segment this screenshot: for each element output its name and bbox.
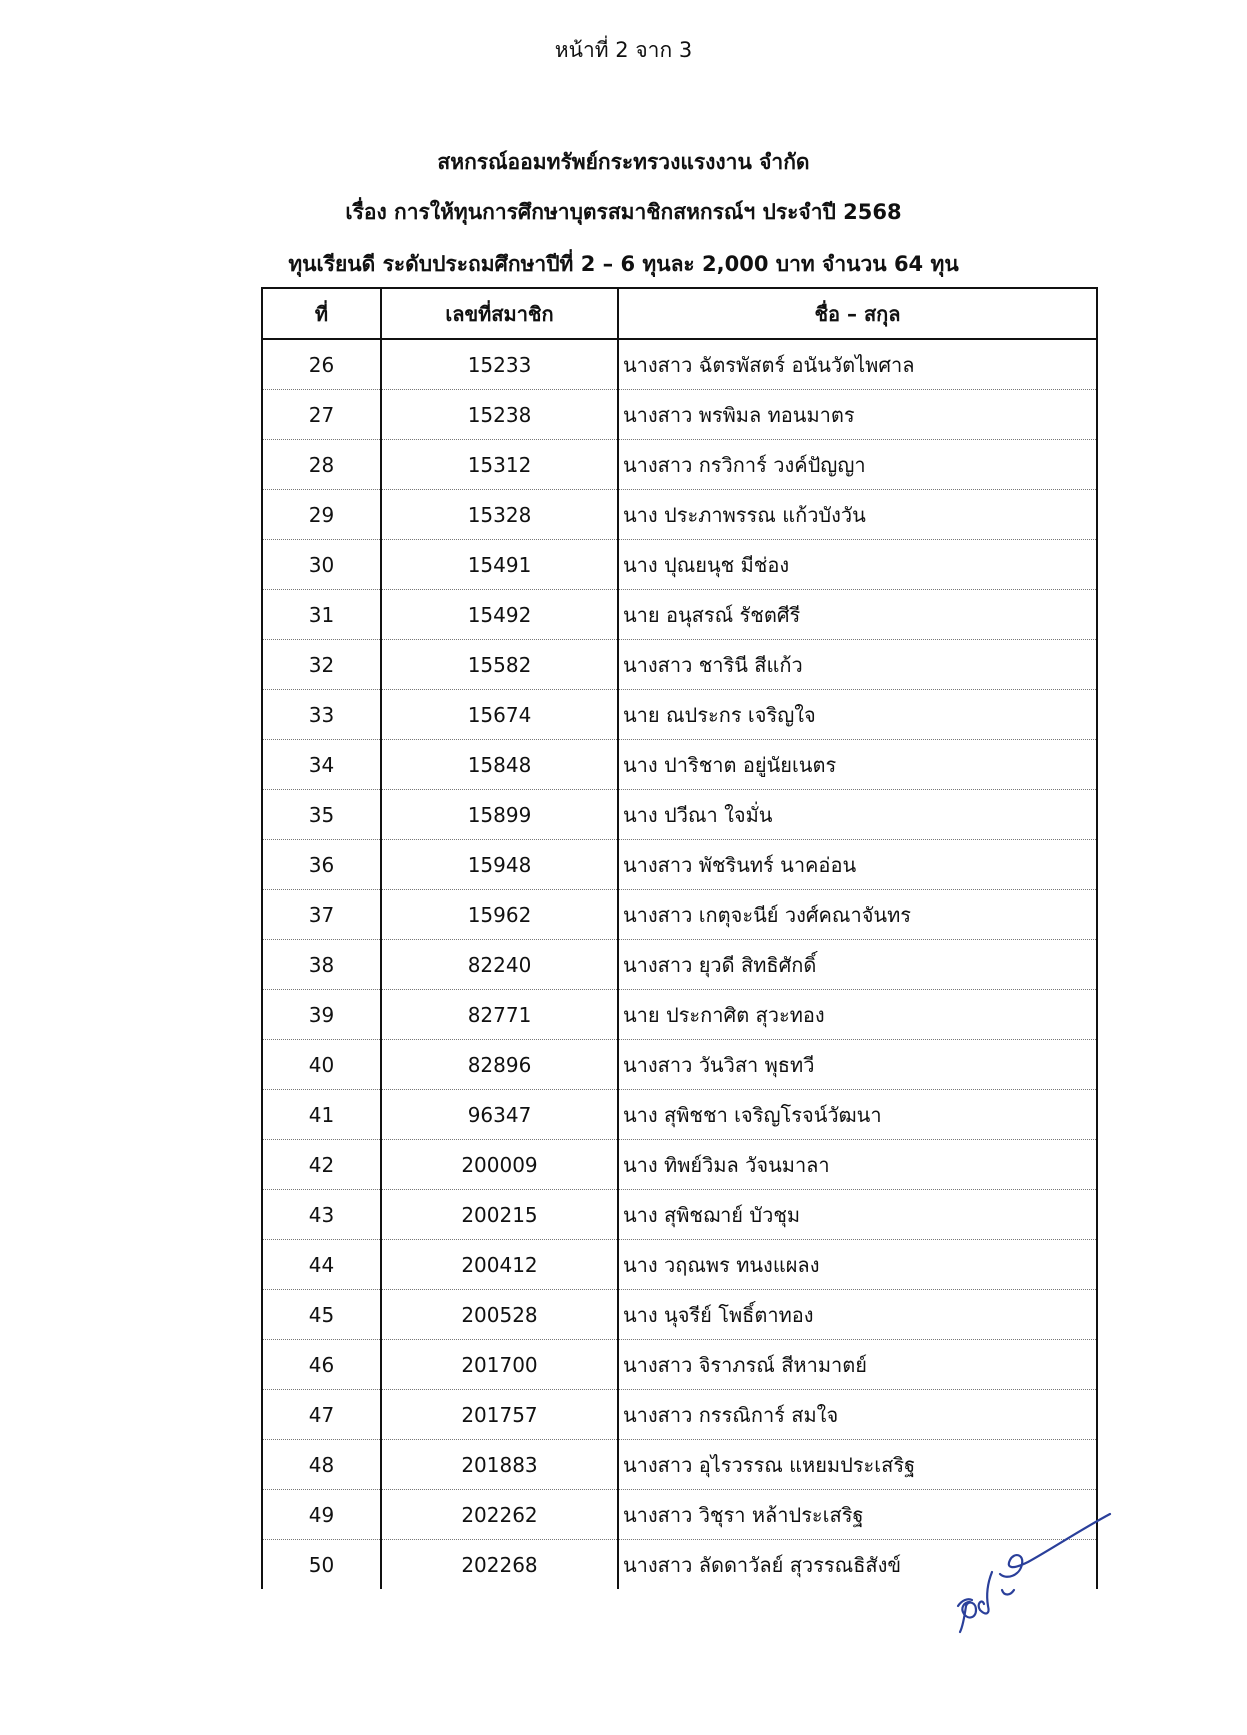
table-row [262,890,1097,940]
member-id: 15899 [381,790,618,840]
member-name: นางสาว ฉัตรพัสตร์ อนันวัตไพศาล [618,339,1097,390]
member-id: 200528 [381,1290,618,1340]
member-name: นาง ปวีณา ใจมั่น [618,790,1097,840]
member-name: นาง ทิพย์วิมล วัจนมาลา [618,1140,1097,1190]
row-number: 34 [262,740,381,790]
scholarship-line: ทุนเรียนดี ระดับประถมศึกษาปีที่ 2 – 6 ทุนละ 2,000 บาท จำนวน 64 ทุน [288,252,959,276]
scholarship-recipient-table [261,287,1098,1589]
table-row [262,940,1097,990]
member-name: นาง ประภาพรรณ แก้วบังวัน [618,490,1097,540]
member-id: 82896 [381,1040,618,1090]
member-name: นางสาว วันวิสา พุธทวี [618,1040,1097,1090]
table-row [262,690,1097,740]
row-number: 50 [262,1540,381,1590]
member-name: นาย ณประกร เจริญใจ [618,690,1097,740]
table-row [262,1090,1097,1140]
member-id: 15238 [381,390,618,440]
row-number: 37 [262,890,381,940]
row-number: 38 [262,940,381,990]
table-row [262,1440,1097,1490]
table-row [262,1290,1097,1340]
member-id: 15492 [381,590,618,640]
row-number: 42 [262,1140,381,1190]
member-name: นางสาว วิชุรา หล้าประเสริฐ [618,1490,1097,1540]
table-row [262,440,1097,490]
member-id: 15582 [381,640,618,690]
member-id: 15491 [381,540,618,590]
member-name: นางสาว ยุวดี สิทธิศักดิ์ [618,940,1097,990]
table-row [262,740,1097,790]
table-row [262,1190,1097,1240]
table-row [262,390,1097,440]
member-name: นางสาว ชารินี สีแก้ว [618,640,1097,690]
member-name: นาย ประกาศิต สุวะทอง [618,990,1097,1040]
member-name: นางสาว จิราภรณ์ สีหามาตย์ [618,1340,1097,1390]
member-id: 96347 [381,1090,618,1140]
member-id: 15328 [381,490,618,540]
row-number: 30 [262,540,381,590]
member-name: นาง สุพิชฌาย์ บัวชุม [618,1190,1097,1240]
table-row [262,1390,1097,1440]
table-row [262,1040,1097,1090]
member-id: 82240 [381,940,618,990]
row-number: 44 [262,1240,381,1290]
table-row [262,590,1097,640]
table-row [262,640,1097,690]
member-id: 200215 [381,1190,618,1240]
member-id: 200009 [381,1140,618,1190]
member-name: นาง นุจรีย์ โพธิ์ตาทอง [618,1290,1097,1340]
handwritten-signature [940,1510,1115,1635]
table-row [262,490,1097,540]
member-name: นางสาว เกตุจะนีย์ วงศ์คณาจันทร [618,890,1097,940]
member-id: 202262 [381,1490,618,1540]
member-id: 201883 [381,1440,618,1490]
row-number: 47 [262,1390,381,1440]
member-name: นาง สุพิชชา เจริญโรจน์วัฒนา [618,1090,1097,1140]
table-header-row [262,288,1097,339]
member-id: 15674 [381,690,618,740]
row-number: 28 [262,440,381,490]
table-row [262,840,1097,890]
row-number: 40 [262,1040,381,1090]
row-number: 26 [262,339,381,390]
page-number: หน้าที่ 2 จาก 3 [554,38,693,62]
table-row [262,1340,1097,1390]
subject-line: เรื่อง การให้ทุนการศึกษาบุตรสมาชิกสหกรณ์ฯ ประจำปี 2568 [345,200,902,224]
header-number: ที่ [262,288,381,339]
row-number: 31 [262,590,381,640]
row-number: 29 [262,490,381,540]
member-id: 202268 [381,1540,618,1590]
member-name: นางสาว กรรณิการ์ สมใจ [618,1390,1097,1440]
member-name: นางสาว กรวิการ์ วงค์ปัญญา [618,440,1097,490]
member-name: นาง ปุณยนุช มีช่อง [618,540,1097,590]
member-name: นาง ปาริชาต อยู่นัยเนตร [618,740,1097,790]
row-number: 49 [262,1490,381,1540]
organization-title: สหกรณ์ออมทรัพย์กระทรวงแรงงาน จำกัด [437,150,810,174]
member-id: 15233 [381,339,618,390]
row-number: 43 [262,1190,381,1240]
member-name: นาง วฤณพร ทนงแผลง [618,1240,1097,1290]
member-id: 15312 [381,440,618,490]
table-row [262,1140,1097,1190]
member-id: 201757 [381,1390,618,1440]
row-number: 32 [262,640,381,690]
member-id: 15962 [381,890,618,940]
member-id: 15948 [381,840,618,890]
header-member-id: เลขที่สมาชิก [381,288,618,339]
row-number: 33 [262,690,381,740]
table-row [262,790,1097,840]
row-number: 36 [262,840,381,890]
member-id: 15848 [381,740,618,790]
row-number: 46 [262,1340,381,1390]
row-number: 48 [262,1440,381,1490]
member-name: นางสาว อุไรวรรณ แหยมประเสริฐ [618,1440,1097,1490]
row-number: 27 [262,390,381,440]
member-id: 82771 [381,990,618,1040]
table-row [262,990,1097,1040]
row-number: 35 [262,790,381,840]
row-number: 45 [262,1290,381,1340]
member-name: นาย อนุสรณ์ รัชตศีรี [618,590,1097,640]
table-row [262,1240,1097,1290]
member-name: นางสาว ลัดดาวัลย์ สุวรรณธิสังข์ [618,1540,1097,1590]
row-number: 39 [262,990,381,1040]
table-row [262,540,1097,590]
member-name: นางสาว พัชรินทร์ นาคอ่อน [618,840,1097,890]
table-row [262,339,1097,390]
row-number: 41 [262,1090,381,1140]
member-name: นางสาว พรพิมล ทอนมาตร [618,390,1097,440]
header-full-name: ชื่อ – สกุล [618,288,1097,339]
member-id: 200412 [381,1240,618,1290]
member-id: 201700 [381,1340,618,1390]
